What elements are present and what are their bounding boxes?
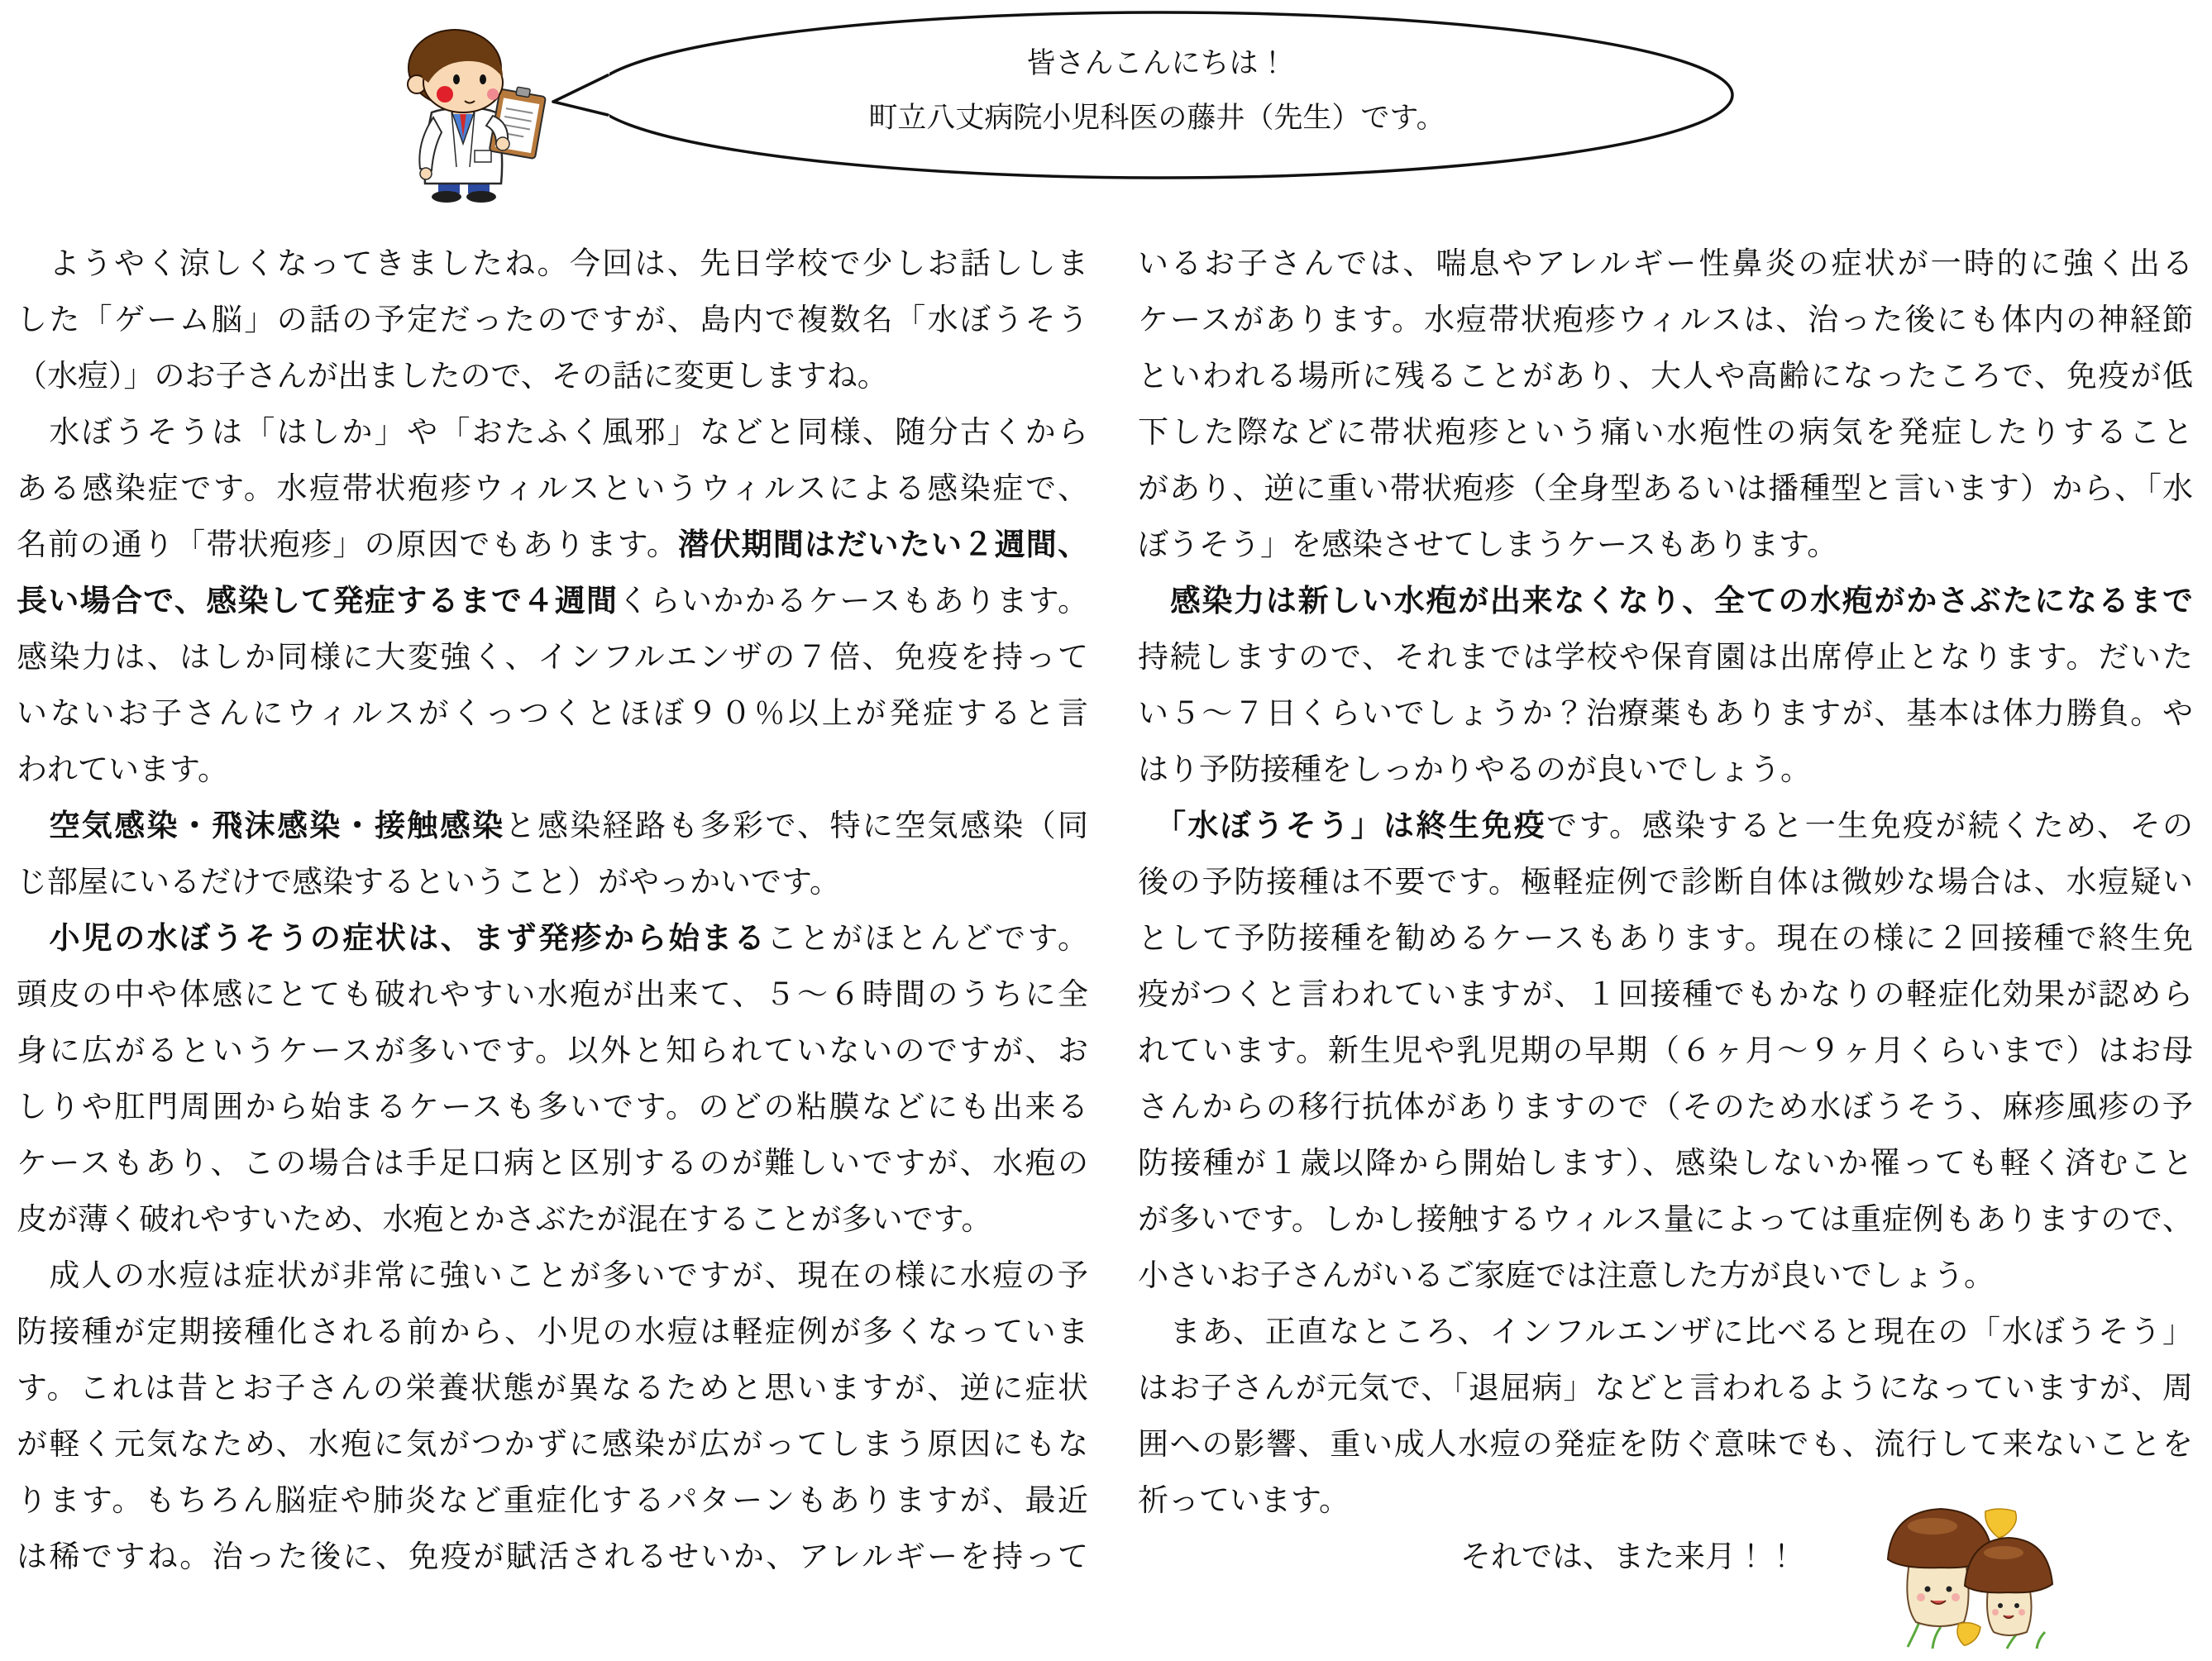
text-segment: い５～７日くらいでしょうか？治療薬もありますが、基本は体力勝負。や [1138,695,2195,731]
text-segment: が軽く元気なため、水疱に気がつかずに感染が広がってしまう原因にもな [17,1426,1091,1462]
line-content [1138,798,2195,854]
text-segment: が多いです。しかし接触するウィルス量によっては重症例もありますので、 [1138,1201,2194,1237]
text-line [17,1360,1091,1416]
text-segment: 後の予防接種は不要です。極軽症例で診断自体は微妙な場合は、水痘疑い [1138,864,2195,900]
ginkgo-leaf-small-icon [1957,1623,1980,1645]
emphasis-text: 感染力は新しい水疱が出来なくなり、全ての水疱がかさぶたになるまで [1169,583,2195,618]
emphasis-text: 長い場合で、感染して発症するまで４週間 [17,583,619,618]
line-content [1138,685,2195,742]
line-content [17,1248,1090,1304]
text-segment: まあ、正直なところ、インフルエンザに比べると現在の「水ぼうそう」 [1138,1314,2195,1349]
emphasis-text: 小児の水ぼうそうの症状は、まず発疹から始まる [49,920,767,956]
line-content [17,236,1090,292]
text-segment: 身に広がるというケースが多いです。以外と知られていないのですが、お [17,1033,1091,1068]
text-segment: があり、逆に重い帯状疱疹（全身型あるいは播種型と言います）から、「水 [1138,470,2195,506]
text-segment: は稀ですね。治った後に、免疫が賦活されるせいか、アレルギーを持って [17,1539,1091,1574]
line-content [17,1079,1090,1135]
line-content [17,742,228,798]
text-segment: 下した際などに帯状疱疹という痛い水疱性の病気を発症したりすること [1138,414,2195,450]
text-segment: と感染経路も多彩で、特に空気感染（同 [504,808,1091,843]
text-segment: はり予防接種をしっかりやるのが良いでしょう。 [1138,752,1811,787]
line-content [1138,967,2195,1023]
text-segment: として予防接種を勧めるケースもあります。現在の様に２回接種で終生免 [1138,920,2195,956]
text-line [17,742,1088,798]
text-segment: いるお子さんでは、喘息やアレルギー性鼻炎の症状が一時的に強く出る [1138,246,2196,281]
text-line [17,629,1091,685]
text-segment: ります。もちろん脳症や肺炎など重症化するパターンもありますが、最近 [17,1482,1091,1518]
text-line [17,461,1091,517]
text-segment [1138,808,1170,843]
text-line [17,1191,1088,1248]
text-line [1138,1079,2193,1135]
mushroom-illustration [1883,1506,2061,1651]
text-segment: くらいかかるケースもあります。 [618,583,1090,618]
text-line [1138,1304,2193,1360]
text-line [1138,348,2193,404]
text-segment: 持続しますので、それまでは学校や保育園は出席停止となります。だいた [1138,639,2195,675]
text-line [1138,1360,2193,1416]
line-content [17,573,1089,629]
text-line [1138,742,2193,798]
line-content [1138,910,2195,967]
text-segment: （水痘）」のお子さんが出ましたので、その話に変更しますね。 [17,358,888,394]
text-line [17,910,1091,967]
line-content [17,1023,1090,1079]
line-content [17,461,1091,517]
text-segment: いないお子さんにウィルスがくっつくとほぼ９０％以上が発症すると言 [17,695,1092,731]
text-line [17,573,1088,629]
text-segment: す。これは昔とお子さんの栄養状態が異なるためと思いますが、逆に症状 [17,1370,1091,1406]
line-content [1138,1416,2195,1472]
text-line [1138,404,2193,461]
line-content [1138,1023,2195,1079]
line-content [1138,461,2194,517]
text-line [17,517,1088,573]
text-line [17,348,1088,404]
text-segment: 防接種が定期接種化される前から、小児の水痘は軽症例が多くなっていま [17,1314,1091,1349]
text-line [1138,573,2193,629]
text-segment: ことがほとんどです。 [767,920,1091,956]
text-line [1138,685,2193,742]
text-line [17,1023,1091,1079]
text-segment: 頭皮の中や体感にとても破れやすい水疱が出来て、５～６時間のうちに全 [17,976,1091,1012]
text-line [17,685,1092,742]
text-segment: 祈っています。 [1138,1482,1350,1518]
text-line [17,1472,1091,1529]
emphasis-text: 潜伏期間はだいたい２週間、 [678,527,1090,562]
left-column [17,236,1092,1585]
text-line [1138,1135,2193,1191]
line-content [1138,742,1811,798]
line-content [1138,1472,1350,1529]
text-line [17,236,1091,292]
text-segment: です。感染すると一生免疫が続くため、その [1546,808,2195,843]
mushroom-small [1965,1538,2052,1635]
text-line [17,854,1088,910]
line-content [1138,404,2195,461]
line-content [1138,348,2195,404]
line-content [17,1529,1090,1585]
line-content [1138,292,2195,348]
line-content [1138,236,2195,292]
line-content [17,798,1090,854]
text-segment: 皮が薄く破れやすいため、水疱とかさぶたが混在することが多いです。 [17,1201,992,1237]
text-segment: はお子さんが元気で、「退屈病」などと言われるようになっていますが、周 [1138,1370,2195,1406]
emphasis-text: 空気感染・飛沫感染・接触感染 [49,808,505,843]
text-segment: れています。新生児や乳児期の早期（６ヶ月～９ヶ月くらいまで）はお母 [1138,1033,2195,1068]
text-segment: 防接種が１歳以降から開始します）、感染しないか罹っても軽く済むこと [1138,1145,2195,1181]
text-line [1138,1416,2193,1472]
text-line [17,1416,1091,1472]
text-segment [17,808,49,843]
text-line [17,967,1091,1023]
line-content [1138,1248,1995,1304]
line-content [17,404,1090,461]
text-line [1138,967,2193,1023]
line-content [1138,517,1837,573]
line-content [1138,573,2195,629]
text-segment: しりや肛門周囲から始まるケースも多いです。のどの粘膜などにも出来る [17,1089,1091,1124]
right-column [1138,236,2196,1529]
line-content [1138,1135,2195,1191]
text-line [1138,910,2193,967]
text-segment: 囲への影響、重い成人水痘の発症を防ぐ意味でも、流行して来ないことを [1138,1426,2195,1462]
line-content [17,1416,1090,1472]
bubble-greeting: 皆さんこんにちは！ [1026,47,1288,80]
text-segment: じ部屋にいるだけで感染するということ）がやっかいです。 [17,864,841,900]
text-line [17,798,1091,854]
line-content [1138,629,2195,685]
emphasis-text: 「水ぼうそう」は終生免疫 [1170,808,1547,843]
text-line [17,1135,1091,1191]
line-content [17,517,1089,573]
text-line [17,1304,1091,1360]
text-line [1138,629,2193,685]
line-content [17,292,1090,348]
text-line [1138,236,2196,292]
text-line [17,1079,1091,1135]
doctor-head [408,30,503,114]
text-segment: 感染力は、はしか同様に大変強く、インフルエンザの７倍、免疫を持って [17,639,1091,675]
line-content [17,629,1090,685]
text-segment: ケースがあります。水痘帯状疱疹ウィルスは、治った後にも体内の神経節 [1138,302,2195,337]
doctor-illustration [404,26,552,204]
line-content [17,854,840,910]
text-segment: ケースもあり、この場合は手足口病と区別するのが難しいですが、水疱の [17,1145,1091,1181]
text-line [1138,292,2193,348]
text-line [1138,1023,2193,1079]
line-content [1138,1304,2195,1360]
line-content [1138,1079,2195,1135]
text-line [1138,798,2193,854]
line-content [1138,854,2195,910]
line-content [17,967,1090,1023]
line-content [17,685,1092,742]
line-content [17,1191,992,1248]
line-content [1138,1191,2194,1248]
text-segment: さんからの移行抗体がありますので（そのため水ぼうそう、麻疹風疹の予 [1138,1089,2195,1124]
text-segment [17,920,49,956]
text-line [17,292,1091,348]
line-content [17,348,888,404]
text-line [1138,1248,2193,1304]
text-segment: 疫がつくと言われていますが、１回接種でもかなりの軽症化効果が認めら [1138,976,2195,1012]
line-content [1138,1360,2194,1416]
text-segment: 成人の水痘は症状が非常に強いことが多いですが、現在の様に水痘の予 [17,1258,1091,1293]
text-line [1138,517,2193,573]
text-segment: 名前の通り「帯状疱疹」の原因でもあります。 [17,527,679,562]
text-line [1138,854,2193,910]
text-line [1138,1191,2193,1248]
text-segment: われています。 [17,752,229,787]
text-segment: ぼうそう」を感染させてしまうケースもあります。 [1138,527,1838,562]
text-segment: といわれる場所に残ることがあり、大人や高齢になったころで、免疫が低 [1138,358,2195,394]
text-segment: ある感染症です。水痘帯状疱疹ウィルスというウィルスによる感染症で、 [17,470,1091,506]
text-segment: ようやく涼しくなってきましたね。今回は、先日学校で少しお話ししま [17,246,1091,281]
bubble-introduction: 町立八丈病院小児科医の藤井（先生）です。 [868,102,1445,135]
line-content [17,1360,1090,1416]
line-content [17,1135,1090,1191]
text-segment: 水ぼうそうは「はしか」や「おたふく風邪」などと同様、随分古くから [17,414,1091,450]
text-line [17,1248,1091,1304]
line-content [17,1304,1090,1360]
text-line [17,1529,1091,1585]
line-content [17,1472,1090,1529]
signoff: それでは、また来月！！ [1460,1539,1797,1574]
line-content [17,910,1090,967]
text-line [17,404,1091,461]
text-segment: 小さいお子さんがいるご家庭では注意した方が良いでしょう。 [1138,1258,1995,1293]
text-segment: した「ゲーム脳」の話の予定だったのですが、島内で複数名「水ぼうそう [17,302,1091,337]
text-segment [1138,583,1170,618]
text-line [1138,461,2193,517]
